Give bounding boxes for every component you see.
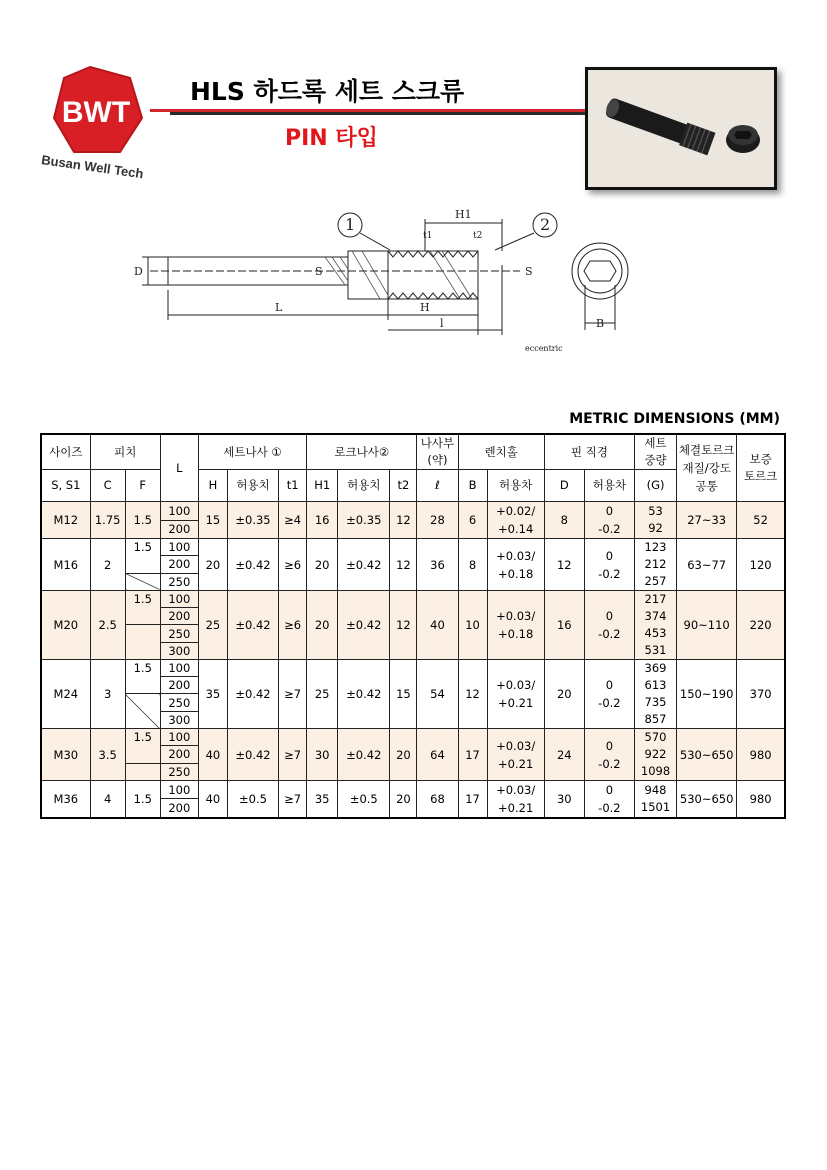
label-eccentric: eccentric — [525, 344, 563, 353]
tol-b-upper: +0.03/ — [496, 678, 536, 692]
cell-l: 250 — [160, 763, 198, 780]
cell-t2: 12 — [390, 591, 417, 660]
cell-t1: ≥6 — [279, 539, 307, 591]
weight-value: 1098 — [640, 764, 671, 778]
sub-l: ℓ — [417, 470, 458, 502]
sub-h1: H1 — [307, 470, 338, 502]
cell-tol1: ±0.42 — [227, 539, 278, 591]
label-s1: S — [525, 265, 533, 278]
cell-h1: 25 — [307, 660, 338, 729]
cell-weight — [634, 539, 676, 591]
tol-b-lower: +0.18 — [498, 566, 534, 581]
tol-d-upper: 0 — [605, 678, 614, 692]
cell-h: 35 — [198, 660, 227, 729]
sub-tol4: 허용차 — [584, 470, 634, 502]
cell-b: 17 — [458, 729, 487, 781]
cell-l: 300 — [160, 712, 198, 729]
weight-value: 531 — [644, 643, 667, 657]
page-subtitle: PIN 타입 — [285, 126, 378, 151]
tol-b-upper: +0.02/ — [496, 504, 536, 518]
sub-f: F — [125, 470, 160, 502]
cell-tol2: ±0.42 — [338, 591, 390, 660]
sub-t1: t1 — [279, 470, 307, 502]
logo-tagline: Busan Well Tech — [40, 152, 145, 182]
cell-tol1: ±0.42 — [227, 591, 278, 660]
logo-text: BWT — [61, 96, 131, 129]
sub-g: (G) — [634, 470, 676, 502]
cell-t2: 12 — [390, 502, 417, 539]
tol-b-lower: +0.18 — [498, 627, 534, 641]
cell-weight — [634, 781, 676, 819]
weight-value: 948 — [644, 783, 667, 797]
sub-tol2: 허용치 — [338, 470, 390, 502]
cell-f: 1.5 — [125, 729, 160, 764]
cell-size: M24 — [41, 660, 90, 729]
cell-weight — [634, 660, 676, 729]
cell-h: 40 — [198, 781, 227, 819]
label-s: S — [315, 265, 323, 278]
cell-tol-d — [584, 502, 634, 539]
cell-weight — [634, 502, 676, 539]
cell-tol2: ±0.42 — [338, 539, 390, 591]
cell-d: 20 — [544, 660, 584, 729]
cell-l: 28 — [417, 502, 458, 539]
cell-torque: 980 — [737, 729, 785, 781]
cell-l: 36 — [417, 539, 458, 591]
cell-tol-b — [487, 660, 544, 729]
cell-l: 54 — [417, 660, 458, 729]
cell-l: 200 — [160, 520, 198, 539]
cell-d: 30 — [544, 781, 584, 819]
tol-d-lower: -0.2 — [598, 566, 621, 581]
dimensions-table — [40, 433, 786, 819]
cell-t1: ≥4 — [279, 502, 307, 539]
cell-l: 200 — [160, 556, 198, 573]
cell-t1: ≥6 — [279, 591, 307, 660]
cell-tol-b — [487, 539, 544, 591]
table-row — [41, 729, 785, 746]
cell-tol1: ±0.35 — [227, 502, 278, 539]
cell-tol1: ±0.42 — [227, 729, 278, 781]
table-row — [41, 502, 785, 521]
cell-l: 250 — [160, 694, 198, 712]
cell-h: 15 — [198, 502, 227, 539]
cell-tol-d — [584, 539, 634, 591]
hdr-l: L — [160, 434, 198, 502]
cell-tol2: ±0.35 — [338, 502, 390, 539]
cell-tol1: ±0.5 — [227, 781, 278, 819]
tol-d-upper: 0 — [605, 548, 614, 563]
weight-value: 257 — [644, 574, 667, 588]
cell-tol-d — [584, 660, 634, 729]
label-b: B — [596, 317, 605, 330]
cell-h1: 30 — [307, 729, 338, 781]
label-t2: t2 — [473, 231, 483, 241]
cell-fasten: 63~77 — [677, 539, 737, 591]
cell-t1: ≥7 — [279, 781, 307, 819]
cell-b: 8 — [458, 539, 487, 591]
tol-d-lower: -0.2 — [598, 627, 621, 641]
weight-value: 1501 — [640, 800, 671, 814]
cell-tol-b — [487, 502, 544, 539]
cell-c: 3.5 — [90, 729, 125, 781]
cell-f-na — [125, 573, 160, 590]
label-t1: t1 — [423, 231, 433, 241]
cell-h: 25 — [198, 591, 227, 660]
tol-b-lower: +0.21 — [498, 801, 534, 815]
label-h1: H1 — [455, 208, 472, 221]
cell-d: 24 — [544, 729, 584, 781]
cell-f: 1.5 — [125, 660, 160, 694]
cell-tol-b — [487, 729, 544, 781]
tol-b-upper: +0.03/ — [496, 738, 536, 753]
size-group-m36 — [41, 781, 785, 819]
cell-tol-d — [584, 781, 634, 819]
cell-b: 10 — [458, 591, 487, 660]
callout-2: 2 — [540, 215, 551, 234]
cell-tol-b — [487, 591, 544, 660]
size-group-m20 — [41, 591, 785, 660]
label-h: H — [420, 301, 430, 314]
tol-b-upper: +0.03/ — [496, 609, 536, 623]
cell-fasten: 530~650 — [677, 781, 737, 819]
hdr-lock-thread: 로크나사② — [307, 434, 417, 470]
callout-1: 1 — [345, 215, 356, 234]
cell-b: 6 — [458, 502, 487, 539]
cell-fasten: 530~650 — [677, 729, 737, 781]
tol-d-lower: -0.2 — [598, 696, 621, 710]
cell-tol-b — [487, 781, 544, 819]
cell-fasten: 90~110 — [677, 591, 737, 660]
weight-value: 922 — [644, 747, 667, 761]
cell-l: 250 — [160, 625, 198, 643]
sub-h: H — [198, 470, 227, 502]
hdr-thread-part: 나사부 (약) — [417, 434, 458, 470]
cell-tol2: ±0.42 — [338, 660, 390, 729]
cell-tol-d — [584, 729, 634, 781]
cell-l: 200 — [160, 677, 198, 694]
weight-value: 369 — [644, 661, 667, 675]
cell-t2: 15 — [390, 660, 417, 729]
label-l-total: L — [275, 301, 283, 314]
cell-f: 1.5 — [125, 591, 160, 625]
weight-value: 92 — [648, 521, 663, 535]
cell-tol-d — [584, 591, 634, 660]
weight-value: 453 — [644, 626, 667, 640]
cell-tol2: ±0.5 — [338, 781, 390, 819]
cell-size: M30 — [41, 729, 90, 781]
weight-value: 857 — [644, 712, 667, 726]
cell-h: 20 — [198, 539, 227, 591]
product-photo — [585, 67, 777, 190]
hdr-pin-dia: 핀 직경 — [544, 434, 634, 470]
size-group-m24 — [41, 660, 785, 729]
hdr-size: 사이즈 — [41, 434, 90, 470]
weight-value: 735 — [644, 695, 667, 709]
sub-tol1: 허용치 — [227, 470, 278, 502]
hdr-set-thread: 세트나사 ① — [198, 434, 306, 470]
size-group-m30 — [41, 729, 785, 781]
cell-t1: ≥7 — [279, 729, 307, 781]
cell-l: 200 — [160, 608, 198, 625]
weight-value: 123 — [644, 540, 667, 554]
cell-l: 300 — [160, 643, 198, 660]
cell-l: 200 — [160, 799, 198, 818]
page-title: HLS 하드록 세트 스크류 — [190, 77, 465, 106]
technical-drawing — [130, 205, 650, 355]
tol-d-upper: 0 — [605, 504, 614, 518]
tol-b-upper: +0.03/ — [496, 783, 536, 797]
sub-t2: t2 — [390, 470, 417, 502]
cell-size: M12 — [41, 502, 90, 539]
cell-b: 17 — [458, 781, 487, 819]
hdr-pitch: 피치 — [90, 434, 160, 470]
weight-value: 212 — [644, 557, 667, 571]
table-row — [41, 591, 785, 608]
cell-l: 64 — [417, 729, 458, 781]
cell-f-na — [125, 625, 160, 660]
tol-b-lower: +0.21 — [498, 756, 534, 771]
cell-f-na — [125, 763, 160, 780]
cell-d: 8 — [544, 502, 584, 539]
title-rule-dark — [170, 112, 590, 115]
tol-d-upper: 0 — [605, 783, 614, 797]
tol-d-lower: -0.2 — [598, 801, 621, 815]
cell-tol2: ±0.42 — [338, 729, 390, 781]
cell-c: 1.75 — [90, 502, 125, 539]
cell-d: 12 — [544, 539, 584, 591]
cell-torque: 52 — [737, 502, 785, 539]
table-row — [41, 660, 785, 677]
cell-h1: 35 — [307, 781, 338, 819]
cell-d: 16 — [544, 591, 584, 660]
sub-tol3: 허용차 — [487, 470, 544, 502]
cell-tol1: ±0.42 — [227, 660, 278, 729]
hdr-wrench: 렌치홀 — [458, 434, 544, 470]
cell-f-na — [125, 694, 160, 729]
cell-torque: 370 — [737, 660, 785, 729]
cell-l: 100 — [160, 539, 198, 556]
cell-l: 100 — [160, 729, 198, 746]
sub-b: B — [458, 470, 487, 502]
cell-b: 12 — [458, 660, 487, 729]
cell-fasten: 27~33 — [677, 502, 737, 539]
table-caption: METRIC DIMENSIONS (MM) — [569, 411, 780, 427]
tol-d-lower: -0.2 — [598, 522, 621, 536]
cell-l: 40 — [417, 591, 458, 660]
cell-l: 100 — [160, 781, 198, 799]
cell-c: 2.5 — [90, 591, 125, 660]
cell-t2: 12 — [390, 539, 417, 591]
tol-d-upper: 0 — [605, 738, 614, 753]
label-l-thread: l — [440, 317, 444, 330]
size-group-m12 — [41, 502, 785, 539]
cell-size: M16 — [41, 539, 90, 591]
cell-size: M36 — [41, 781, 90, 819]
cell-l: 250 — [160, 573, 198, 590]
sub-c: C — [90, 470, 125, 502]
cell-torque: 980 — [737, 781, 785, 819]
cell-f: 1.5 — [125, 502, 160, 539]
table-row — [41, 539, 785, 556]
sub-d: D — [544, 470, 584, 502]
hdr-fastening: 체결토르크 재질/강도공통 — [677, 434, 737, 502]
weight-value: 217 — [644, 592, 667, 606]
tol-d-upper: 0 — [605, 609, 614, 623]
cell-torque: 120 — [737, 539, 785, 591]
bwt-logo — [38, 62, 168, 187]
cell-t2: 20 — [390, 781, 417, 819]
cell-h1: 20 — [307, 591, 338, 660]
tol-d-lower: -0.2 — [598, 756, 621, 771]
tol-b-lower: +0.14 — [498, 522, 534, 536]
cell-l: 100 — [160, 591, 198, 608]
cell-l: 100 — [160, 660, 198, 677]
hdr-guarantee: 보증 토르크 — [737, 434, 785, 502]
cell-size: M20 — [41, 591, 90, 660]
cell-h: 40 — [198, 729, 227, 781]
cell-h1: 20 — [307, 539, 338, 591]
tol-b-lower: +0.21 — [498, 696, 534, 710]
cell-weight — [634, 729, 676, 781]
weight-value: 570 — [644, 730, 667, 744]
hdr-set-weight: 세트 중량 — [634, 434, 676, 470]
cell-f: 1.5 — [125, 539, 160, 574]
tol-b-upper: +0.03/ — [496, 548, 536, 563]
size-group-m16 — [41, 539, 785, 591]
cell-c: 2 — [90, 539, 125, 591]
cell-c: 4 — [90, 781, 125, 819]
cell-f: 1.5 — [125, 781, 160, 819]
cell-l: 100 — [160, 502, 198, 521]
label-d: D — [134, 265, 143, 278]
cell-t1: ≥7 — [279, 660, 307, 729]
cell-weight — [634, 591, 676, 660]
cell-l: 200 — [160, 746, 198, 763]
weight-value: 53 — [648, 504, 663, 518]
cell-torque: 220 — [737, 591, 785, 660]
cell-c: 3 — [90, 660, 125, 729]
cell-fasten: 150~190 — [677, 660, 737, 729]
table-row — [41, 781, 785, 799]
cell-h1: 16 — [307, 502, 338, 539]
sub-s-s1: S, S1 — [41, 470, 90, 502]
cell-l: 68 — [417, 781, 458, 819]
weight-value: 374 — [644, 609, 667, 623]
weight-value: 613 — [644, 678, 667, 692]
cell-t2: 20 — [390, 729, 417, 781]
